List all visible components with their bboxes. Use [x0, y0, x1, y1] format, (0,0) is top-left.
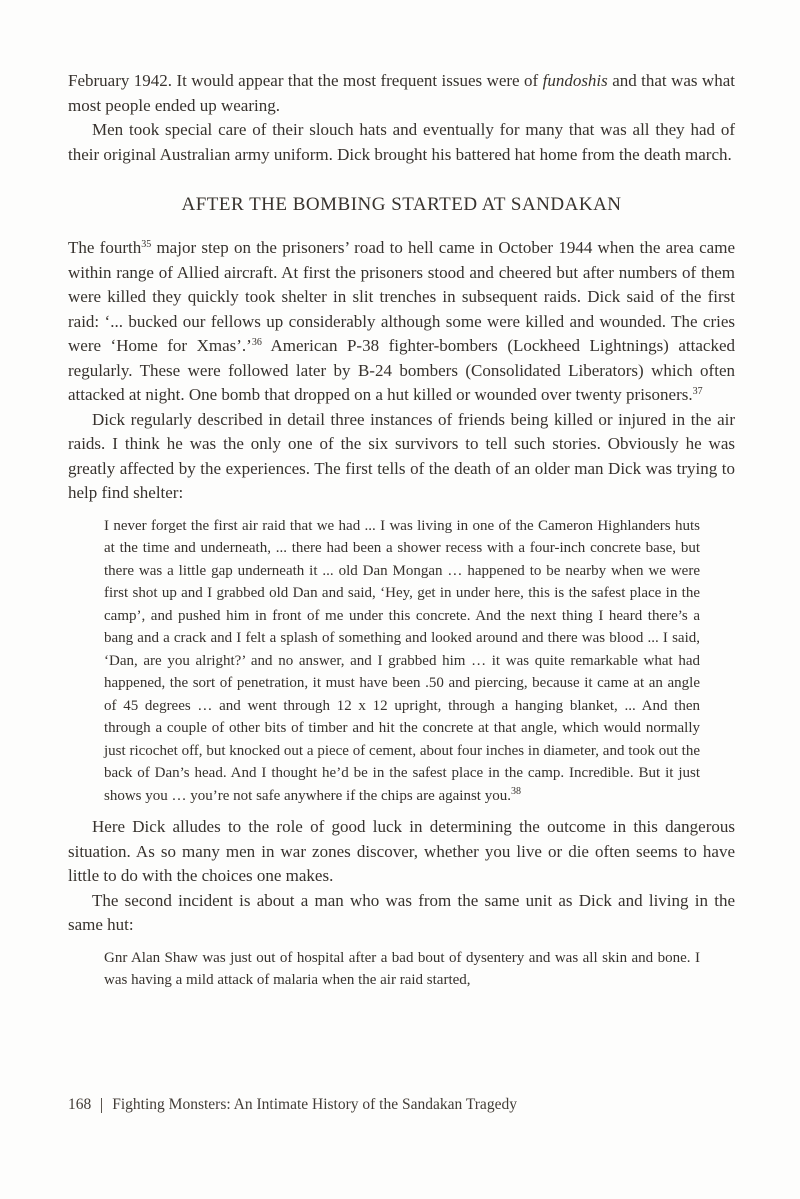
page-number: 168 — [68, 1096, 92, 1113]
paragraph — [68, 889, 735, 938]
footnote-reference: 35 — [141, 239, 152, 250]
page-body-text — [68, 69, 735, 1000]
footnote-reference: 38 — [510, 785, 521, 797]
text-run: Here Dick alludes to the role of good luck in determining the outcome in this dangerous situation. As so many men in war zones discover, whether you live or die often seems to have little to do with the choices one makes. — [68, 817, 735, 885]
section-heading — [68, 193, 735, 217]
text-run: I never forget the first air raid that we had ... I was living in one of the Cameron Highlanders huts at the time and underneath, ... there had been a shower recess with a four-inch concrete base, but there was a little gap underneath it ... old Dan Mongan … happened to be nearby when we were first shot up and I grabbed old Dan and said, ‘Hey, get in under here, this is the safest place in the camp’, and pushed him in front of me under this concrete. And the next thing I heard there’s a bang and a crack and I felt a splash of something and looked around and there was blood ... I said, ‘Dan, are you alright?’ and no answer, and I grabbed him … it was quite remarkable what had happened, the sort of penetration, it must have been .50 and piercing, because it came at an angle of 45 degrees … and went through 12 x 12 upright, through a hanging blanket, ... And then through a couple of other bits of timber and hit the concrete at that angle, which would normally just ricochet off, but knocked out a piece of cement, about four inches in diameter, and took out the back of Dan’s head. And I thought he’d be in the safest place in the camp. Incredible. But it just shows you … you’re not safe anywhere if the chips are against you. — [104, 517, 700, 804]
text-run: AFTER THE BOMBING STARTED AT SANDAKAN — [181, 194, 622, 215]
book-title: Fighting Monsters: An Intimate History of the Sandakan Tragedy — [112, 1096, 517, 1113]
text-run: major step on the prisoners’ road to hell came in October 1944 when the area came within range of Allied aircraft. At first the prisoners stood and cheered but after numbers of them were killed they quickly took shelter in slit trenches in subsequent raids. Dick said of the first raid: ‘... bucked our fellows up considerably although some were killed and wounded. The cries were ‘Home for Xmas’.’ — [68, 238, 735, 355]
text-run: The fourth — [68, 238, 142, 257]
text-run: American P-38 fighter-bombers (Lockheed Lightnings) attacked regularly. These were followed later by B-24 bombers (Consolidated Liberators) which often attacked at night. One bomb that dropped on a hut killed or wounded over twenty prisoners. — [68, 336, 735, 404]
paragraph — [68, 69, 735, 118]
text-run: and that was what most people ended up wearing. — [68, 71, 735, 115]
text-run: Men took special care of their slouch hats and eventually for many that was all they had of their original Australian army uniform. Dick brought his battered hat home from the death march. — [68, 120, 735, 164]
text-run: February 1942. It would appear that the most frequent issues were of — [68, 71, 543, 90]
block-quote — [104, 947, 700, 992]
text-run: The second incident is about a man who was from the same unit as Dick and living in the same hut: — [68, 890, 735, 934]
paragraph — [68, 408, 735, 506]
footnote-reference: 37 — [692, 386, 703, 397]
page-footer — [68, 1096, 517, 1114]
text-run: Gnr Alan Shaw was just out of hospital after a bad bout of dysentery and was all skin and bone. I was having a mild attack of malaria when the air raid started, — [104, 949, 700, 988]
paragraph — [68, 118, 735, 167]
paragraph — [68, 815, 735, 889]
footnote-reference: 36 — [251, 337, 262, 348]
footer-divider — [101, 1098, 102, 1113]
text-run: Dick regularly described in detail three instances of friends being killed or injured in the air raids. I think he was the only one of the six survivors to tell such stories. Obviously he was greatly affected by the experiences. The first tells of the death of an older man Dick was trying to help find shelter: — [68, 409, 735, 502]
italic-text: fundoshis — [542, 71, 608, 90]
block-quote — [104, 515, 700, 808]
paragraph — [68, 236, 735, 408]
